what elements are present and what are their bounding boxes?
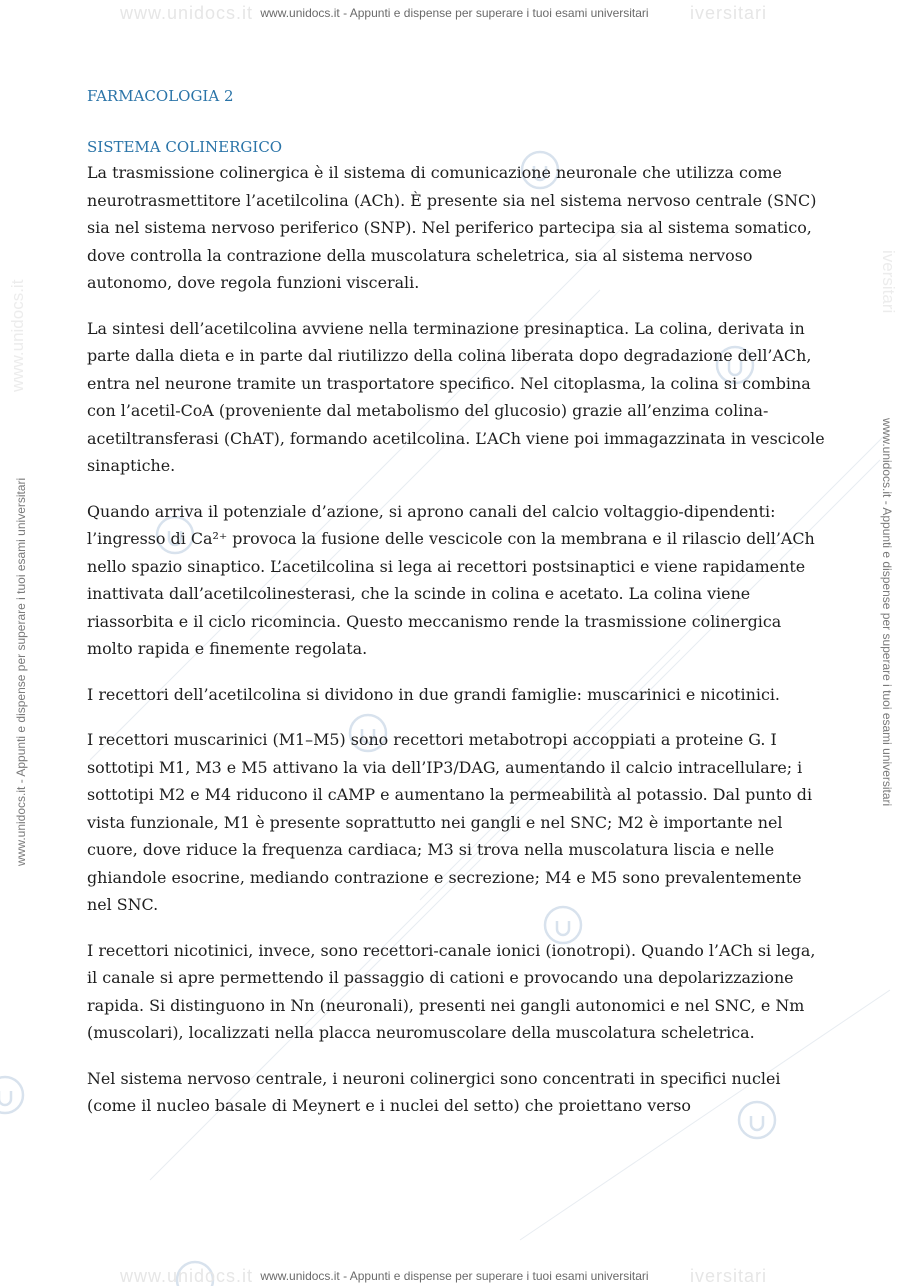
watermark-side-left: www.unidocs.it - Appunti e dispense per superare i tuoi esami universitari	[14, 477, 28, 866]
paragraph: Nel sistema nervoso centrale, i neuroni colinergici sono concentrati in specifici nuclei (come il nucleo basale di Meynert e i nuclei del setto) che proiettano verso	[87, 1068, 781, 1115]
watermark-ghost-bottom-right: iversitari	[690, 1266, 768, 1286]
section-title: SISTEMA COLINERGICO	[87, 138, 283, 156]
document-title: FARMACOLOGIA 2	[87, 87, 234, 105]
watermark-banner-bottom: www.unidocs.it - Appunti e dispense per superare i tuoi esami universitari	[260, 1269, 649, 1283]
watermark-banner-top: www.unidocs.it - Appunti e dispense per superare i tuoi esami universitari	[260, 6, 649, 20]
logo-mark-7	[0, 1077, 23, 1113]
watermark-side-right: www.unidocs.it - Appunti e dispense per superare i tuoi esami universitari	[880, 418, 894, 807]
paragraph: I recettori nicotinici, invece, sono recettori-canale ionici (ionotropi). Quando l’ACh si lega, il canale si apre permettendo il passaggio di cationi e provocando una depolarizzazione rapida. Si distinguono in Nn (neuronali), presenti nei gangli autonomici e nel SNC, e Nm (muscolari), localizzati nella placca neuromuscolare della muscolatura scheletrica.	[87, 940, 816, 1042]
paragraph: Quando arriva il potenziale d’azione, si aprono canali del calcio voltaggio-dipendenti: l’ingresso di Ca²⁺ provoca la fusione delle vescicole con la membrana e il rilascio dell’ACh nello spazio sinaptico. L’acetilcolina si lega ai recettori postsinaptici e viene rapidamente inattivata dall’acetilcolinesterasi, che la scinde in colina e acetato. La colina viene riassorbita e il ciclo ricomincia. Questo meccanismo rende la trasmissione colinergica molto rapida e finemente regolata.	[87, 501, 815, 658]
paragraph: I recettori dell’acetilcolina si dividono in due grandi famiglie: muscarinici e nicotinici.	[87, 684, 780, 704]
paragraph: La trasmissione colinergica è il sistema di comunicazione neuronale che utilizza come neurotrasmettitore l’acetilcolina (ACh). È presente sia nel sistema nervoso centrale (SNC) sia nel sistema nervoso periferico (SNP). Nel periferico partecipa sia al sistema somatico, dove controlla la contrazione della muscolatura scheletrica, sia al sistema nervoso autonomo, dove regola funzioni viscerali.	[87, 163, 817, 292]
watermark-ghost-top-left: www.unidocs.it	[120, 3, 254, 23]
watermark-side-ghost-left: www.unidocs.it	[8, 279, 27, 392]
paragraph: La sintesi dell’acetilcolina avviene nella terminazione presinaptica. La colina, derivata in parte dalla dieta e in parte dal riutilizzo della colina liberata dopo degradazione dell’ACh, entra nel neurone tramite un trasportatore specifico. Nel citoplasma, la colina si combina con l’acetil-CoA (proveniente dal metabolismo del glucosio) grazie all’enzima colina-acetiltransferasi (ChAT), formando acetilcolina. L’ACh viene poi immagazzinata in vescicole sinaptiche.	[87, 318, 825, 475]
watermark-ghost-bottom-left: www.unidocs.it	[120, 1266, 254, 1286]
watermark-ghost-top-right: iversitari	[690, 3, 768, 23]
paragraph: I recettori muscarinici (M1–M5) sono recettori metabotropi accoppiati a proteine G. I sottotipi M1, M3 e M5 attivano la via dell’IP3/DAG, aumentando il calcio intracellulare; i sottotipi M2 e M4 riducono il cAMP e aumentano la permeabilità al potassio. Dal punto di vista funzionale, M1 è presente soprattutto nei gangli e nel SNC; M2 è importante nel cuore, dove riduce la frequenza cardiaca; M3 si trova nella muscolatura liscia e nelle ghiandole esocrine, mediando contrazione e secrezione; M4 e M5 sono prevalentemente nel SNC.	[87, 730, 813, 914]
document-body	[87, 84, 827, 1138]
watermark-side-ghost-right: iversitari	[879, 250, 898, 314]
